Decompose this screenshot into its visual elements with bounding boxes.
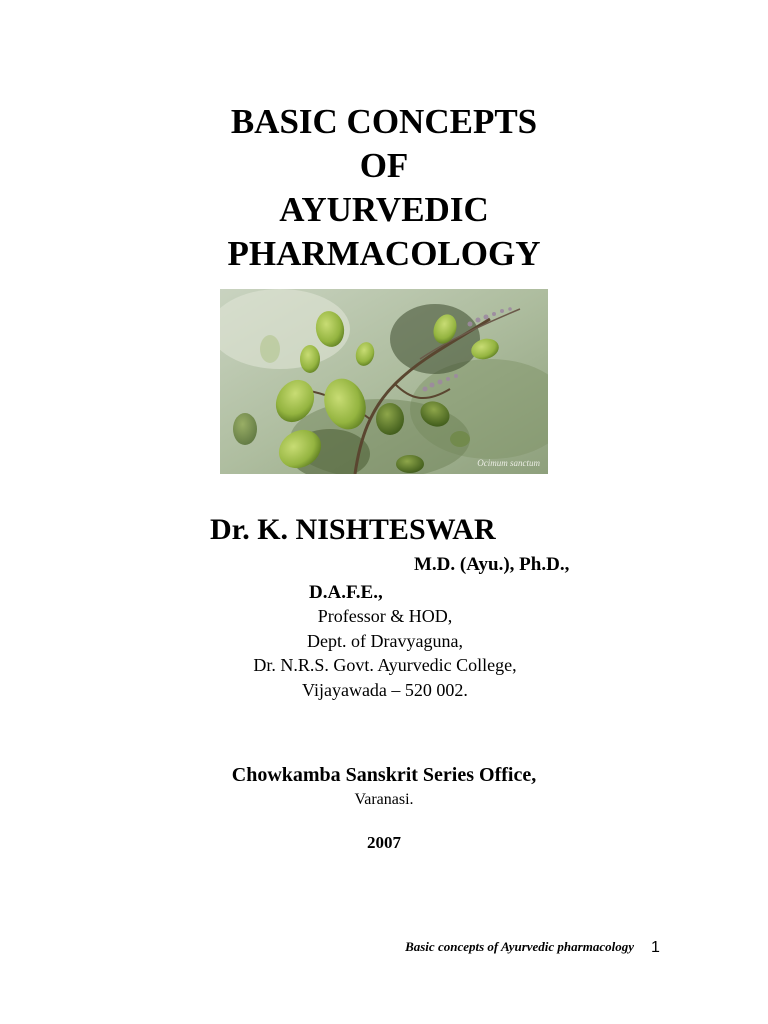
author-degrees: M.D. (Ayu.), Ph.D., (414, 554, 570, 575)
publisher-name: Chowkamba Sanskrit Series Office, (231, 764, 537, 786)
photo-caption: Ocimum sanctum (477, 458, 540, 468)
affiliation-line: Dept. of Dravyaguna, (307, 630, 463, 651)
affiliation-line: Dr. N.R.S. Govt. Ayurvedic College, (253, 655, 517, 675)
title-line: AYURVEDIC (279, 190, 489, 229)
affiliation-line: Vijayawada – 520 002. (302, 679, 468, 700)
author-diploma: D.A.F.E., (309, 582, 383, 603)
page-number: 1 (651, 939, 660, 956)
author-name: Dr. K. NISHTESWAR (210, 513, 496, 546)
title-line: PHARMACOLOGY (227, 234, 541, 273)
title-line: OF (359, 146, 409, 185)
cover-photo (220, 289, 548, 474)
running-footer: Basic concepts of Ayurvedic pharmacology (405, 939, 634, 954)
publication-year: 2007 (367, 833, 401, 852)
publisher-city: Varanasi. (354, 791, 414, 808)
affiliation-line: Professor & HOD, (317, 606, 453, 626)
title-line: BASIC CONCEPTS (230, 102, 538, 141)
book-title (0, 100, 768, 276)
tulsi-plant-illustration (220, 289, 548, 474)
author-affiliation (200, 604, 570, 702)
